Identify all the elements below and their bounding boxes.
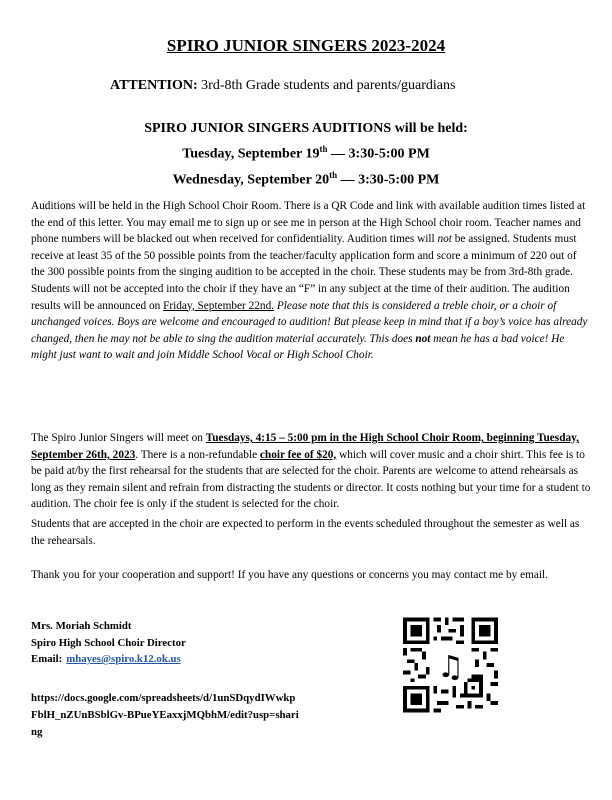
meeting-schedule: Tuesdays, 4:15 – 5:00 pm in the High School Choir Room, beginning Tuesday, September 26th, 2023 — [31, 432, 579, 461]
paragraph-expectations: Students that are accepted in the choir are expected to perform in the events scheduled throughout the semester as well as the rehearsals. — [31, 518, 580, 547]
auditions-schedule — [0, 118, 612, 190]
para1-italic-a: Please note that this is considered a treble choir, or a choir of unchanged voices. Boys are welcome and encouraged to audition! But please keep in mind that if a boy’s voice has already changed, then he may not be able to sing the audition material accurately. This does — [31, 299, 588, 345]
para2-text-b: . There is a non-refundable — [135, 448, 260, 461]
auditions-heading: SPIRO JUNIOR SINGERS AUDITIONS will be held: — [144, 121, 468, 136]
para1-italic-b: mean he has a bad voice! He might just want to wait and join Middle School Vocal or High School Choir. — [31, 332, 565, 362]
paragraph-thanks: Thank you for your cooperation and support! If you have any questions or concerns you may contact me by email. — [31, 569, 548, 581]
results-date: Friday, September 22nd. — [163, 299, 275, 312]
audition-date-2-day: Wednesday, September 20 — [172, 172, 330, 188]
signature-block — [31, 618, 186, 668]
audition-date-2-suffix: th — [329, 169, 338, 180]
audition-date-1-suffix: th — [319, 144, 328, 154]
para1-text-b: be assigned. Students must receive at least 35 of the 50 possible points from the teacher/faculty application form and score a minimum of 220 out of the 300 possible points from the singing audition to be accepted in the choir. These students may be from 3rd-8th grade. Students will not be accepted into the choir if they have an “F” in any subject at the time of their audition. The audition results will be announced on — [31, 233, 577, 312]
email-link[interactable]: mhayes@spiro.k12.ok.us — [66, 653, 181, 665]
attention-label: ATTENTION: — [110, 78, 198, 93]
email-line — [31, 651, 186, 668]
para1-text-a: Auditions will be held in the High School Choir Room. There is a QR Code and link with available audition times listed at the end of this letter. You may email me to sign up or see me in person at the High School choir room. Teacher names and phone numbers will be blacked out when received for confidentiality. Audition times will — [31, 200, 586, 246]
paragraph-meeting-info — [31, 430, 591, 513]
qr-code — [403, 617, 498, 713]
director-name: Mrs. Moriah Schmidt — [31, 620, 132, 632]
audition-date-1-time: — 3:30-5:00 PM — [327, 146, 430, 162]
choir-fee: choir fee of $20, — [259, 448, 337, 461]
audition-date-2-time: — 3:30-5:00 PM — [337, 172, 440, 188]
para1-not: not — [437, 233, 452, 246]
attention-text: 3rd-8th Grade students and parents/guardians — [197, 78, 456, 93]
paragraph-auditions-info — [31, 198, 591, 364]
director-role: Spiro High School Choir Director — [31, 636, 186, 649]
page-title: SPIRO JUNIOR SINGERS 2023-2024 — [166, 36, 446, 55]
music-note-icon: ♫ — [436, 649, 465, 685]
audition-date-1 — [0, 139, 612, 165]
para2-text-c: which will cover music and a choir shirt. This fee is to be paid at/by the first rehearsal for the students that are selected for the choir. Parents are welcome to attend rehearsals as long as they remain silent and refrain from distracting the students or director. It costs nothing but your time for a student to audition. The choir fee is only if the student is selected for the choir. — [31, 448, 591, 511]
para2-text-a: The Spiro Junior Singers will meet on — [31, 432, 206, 444]
audition-date-1-day: Tuesday, September 19 — [182, 146, 320, 162]
signup-link[interactable]: https://docs.google.com/spreadsheets/d/1unSDqydIWwkpFblH_nZUnBSblGv-BPueYEaxxjMQbhM/edit?usp=sharing — [31, 692, 299, 738]
audition-date-2 — [0, 165, 612, 191]
para1-italic-not: not — [415, 332, 431, 345]
attention-line — [110, 78, 455, 94]
email-label: Email: — [31, 653, 63, 665]
